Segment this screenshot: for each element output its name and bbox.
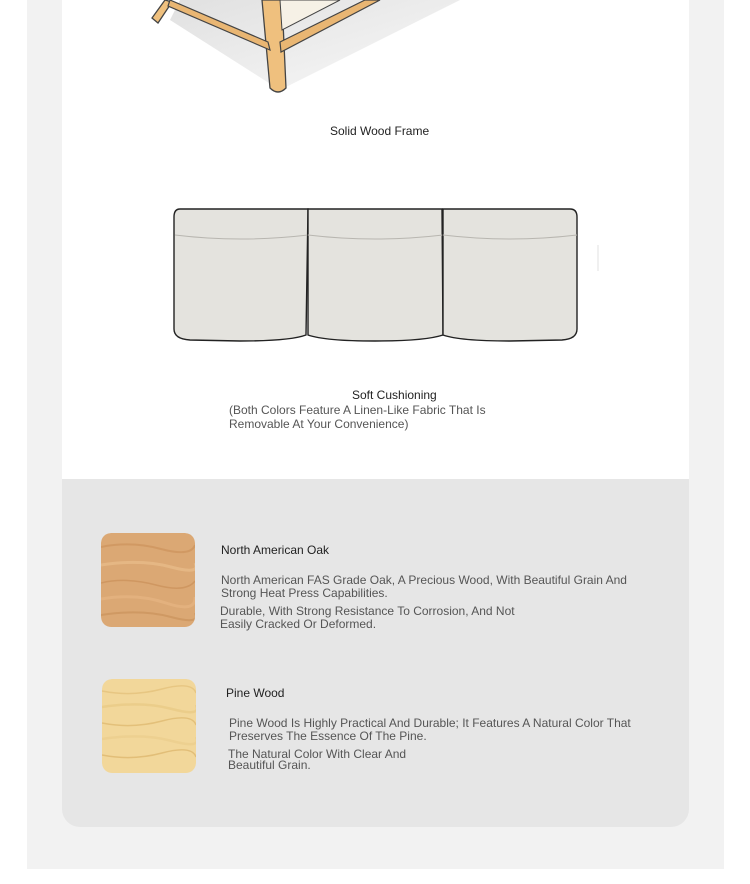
pine-title: Pine Wood: [226, 686, 285, 700]
frame-caption: Solid Wood Frame: [330, 124, 430, 138]
chair-illustration: [140, 0, 470, 100]
oak-desc-2: Durable, With Strong Resistance To Corrosion, And Not Easily Cracked Or Deformed.: [220, 604, 515, 631]
pine-desc-2: The Natural Color With Clear And Beautiful Grain.: [228, 747, 407, 772]
material-panel: [62, 479, 689, 827]
pine-swatch: [102, 679, 196, 773]
oak-desc-1: North American FAS Grade Oak, A Precious Wood, With Beautiful Grain And Strong Heat Press Capabilities.: [221, 573, 627, 600]
pine-desc-1: Pine Wood Is Highly Practical And Durable; It Features A Natural Color That Preserves The Essence Of The Pine.: [229, 716, 631, 743]
sofa-illustration: [170, 205, 600, 345]
soft-cushioning-title: Soft Cushioning: [352, 388, 437, 402]
oak-swatch: [101, 533, 195, 627]
soft-cushioning-note: (Both Colors Feature A Linen-Like Fabric That Is Removable At Your Convenience): [229, 403, 486, 431]
oak-title: North American Oak: [221, 543, 330, 557]
